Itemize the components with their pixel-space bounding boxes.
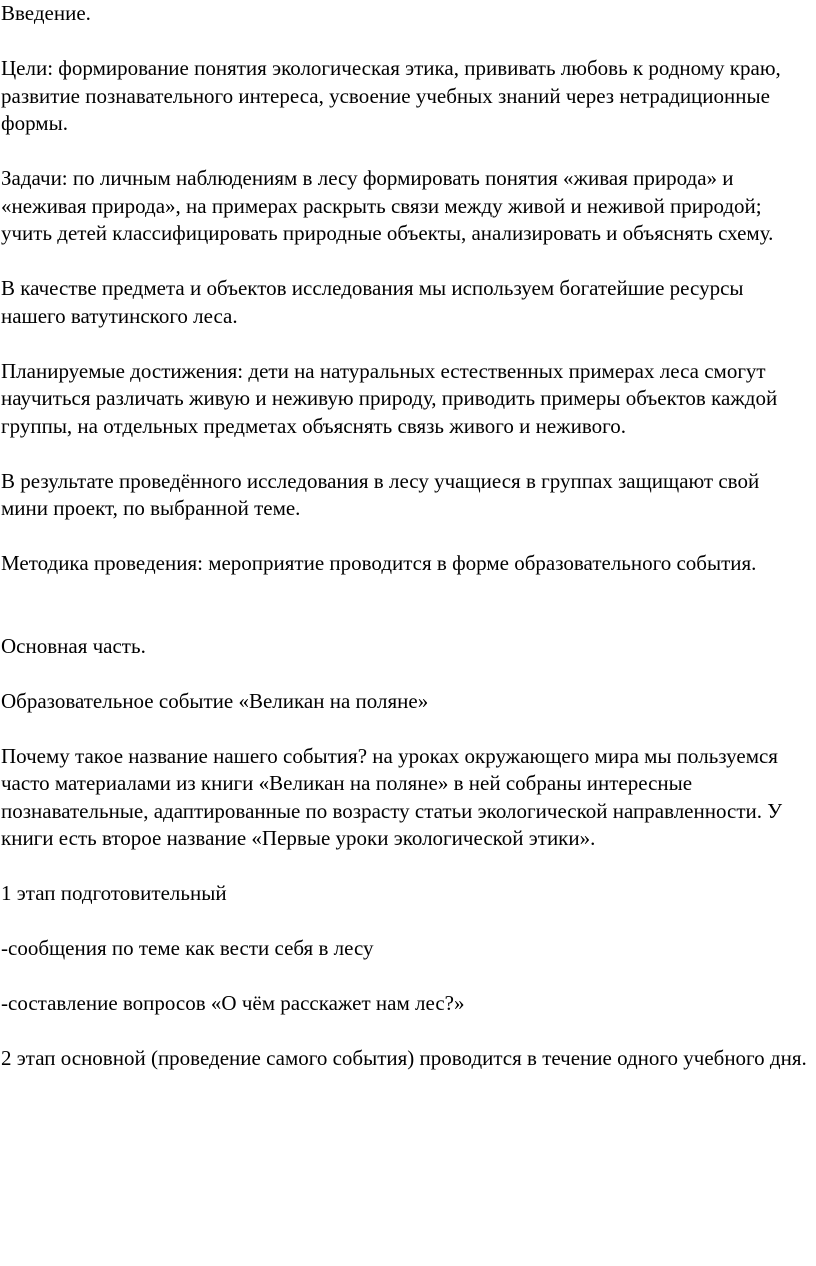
stage-2-heading: 2 этап основной (проведение самого события) проводится в течение одного учебного дня. xyxy=(1,1046,807,1070)
paragraph-goals: Цели: формирование понятия экологическая этика, прививать любовь к родному краю, развитие познавательного интереса, усвоение учебных знаний через нетрадиционные формы. xyxy=(1,56,781,135)
paragraph-methodology: Методика проведения: мероприятие проводится в форме образовательного события. xyxy=(1,551,757,575)
stage-1-item-questions: -составление вопросов «О чём расскажет нам лес?» xyxy=(1,991,465,1015)
paragraph-research-subject: В качестве предмета и объектов исследования мы используем богатейшие ресурсы нашего ватутинского леса. xyxy=(1,276,744,328)
stage-1-heading: 1 этап подготовительный xyxy=(1,881,227,905)
heading-introduction: Введение. xyxy=(1,1,91,25)
paragraph-tasks: Задачи: по личным наблюдениям в лесу формировать понятия «живая природа» и «неживая природа», на примерах раскрыть связи между живой и неживой природой; учить детей классифицировать природные объекты, анализировать и объяснять схему. xyxy=(1,166,774,245)
heading-event-title: Образовательное событие «Великан на поляне» xyxy=(1,688,429,713)
paragraph-event-name-reason: Почему такое название нашего события? на уроках окружающего мира мы пользуемся часто материалами из книги «Великан на поляне» в ней собраны интересные познавательные, адаптированные по возрасту статьи экологической направленности. У книги есть второе название «Первые уроки экологической этики». xyxy=(1,743,783,850)
heading-main-part: Основная часть. xyxy=(1,633,146,658)
paragraph-research-result: В результате проведённого исследования в лесу учащиеся в группах защищают свой мини проект, по выбранной теме. xyxy=(1,468,760,520)
paragraph-planned-achievements: Планируемые достижения: дети на натуральных естественных примерах леса смогут научиться различать живую и неживую природу, приводить примеры объектов каждой группы, на отдельных предметах объяснять связь живого и неживого. xyxy=(1,358,778,438)
stage-1-item-messages: -сообщения по теме как вести себя в лесу xyxy=(1,936,374,960)
